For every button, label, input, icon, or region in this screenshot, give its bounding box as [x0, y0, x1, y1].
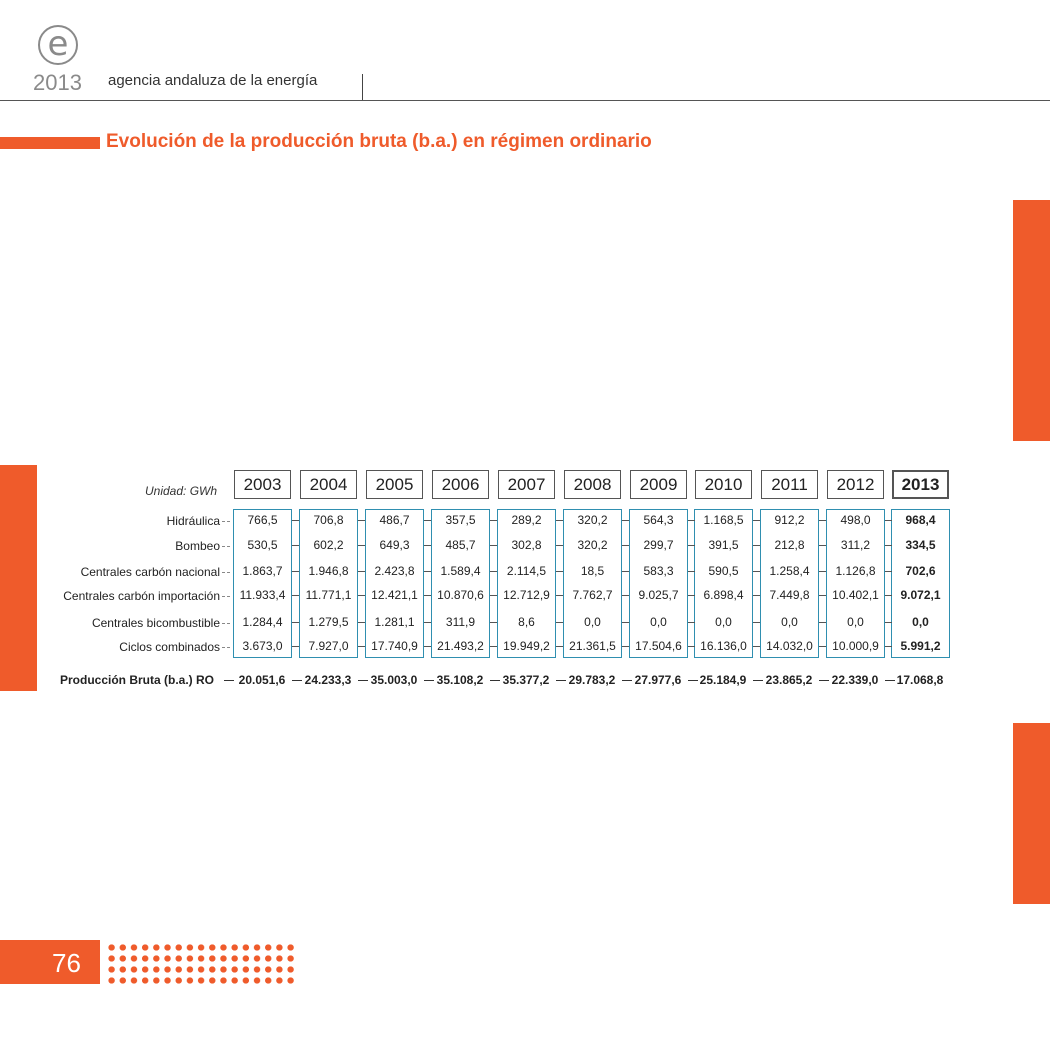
table-cell: 2.114,5 [506, 564, 547, 578]
table-cell: 299,7 [643, 538, 674, 552]
cell-connector [622, 520, 629, 521]
table-cell: 10.870,6 [437, 588, 484, 602]
table-cell: 334,5 [905, 538, 936, 552]
cell-connector [490, 622, 497, 623]
table-cell: 1.126,8 [835, 564, 876, 578]
column-box-2007 [497, 509, 556, 658]
table-cell: 12.712,9 [503, 588, 550, 602]
total-value: 27.977,6 [634, 673, 682, 687]
table-cell: 0,0 [847, 615, 864, 629]
table-cell: 6.898,4 [703, 588, 744, 602]
table-cell: 1.284,4 [242, 615, 283, 629]
cell-connector [556, 595, 563, 596]
total-value: 35.377,2 [502, 673, 550, 687]
column-box-2003 [233, 509, 292, 658]
cell-connector [753, 520, 760, 521]
table-cell: 311,9 [445, 615, 476, 629]
table-cell: 649,3 [379, 538, 410, 552]
table-cell: 1.279,5 [308, 615, 349, 629]
cell-connector [622, 622, 629, 623]
total-value: 35.108,2 [436, 673, 484, 687]
table-cell: 1.168,5 [703, 513, 744, 527]
logo-year: 2013 [33, 70, 82, 95]
cell-connector [424, 520, 431, 521]
cell-connector [556, 646, 563, 647]
table-cell: 702,6 [905, 564, 936, 578]
total-value: 20.051,6 [238, 673, 286, 687]
side-tab-top [1013, 200, 1050, 441]
table-cell: 14.032,0 [766, 639, 813, 653]
column-box-2004 [299, 509, 358, 658]
table-cell: 357,5 [445, 513, 476, 527]
year-header-2007: 2007 [498, 470, 555, 499]
table-cell: 320,2 [577, 513, 608, 527]
cell-connector [622, 545, 629, 546]
cell-connector [819, 646, 826, 647]
cell-connector [424, 622, 431, 623]
row-label: Centrales carbón nacional [80, 565, 220, 579]
table-cell: 17.504,6 [635, 639, 682, 653]
logo-e-icon: e [38, 25, 78, 65]
table-cell: 0,0 [650, 615, 667, 629]
table-cell: 1.281,1 [374, 615, 415, 629]
header-divider [362, 74, 363, 100]
cell-connector [490, 595, 497, 596]
cell-connector [292, 520, 299, 521]
table-cell: 21.493,2 [437, 639, 484, 653]
row-leader [222, 623, 230, 624]
table-cell: 0,0 [781, 615, 798, 629]
table-cell: 0,0 [584, 615, 601, 629]
year-header-2010: 2010 [695, 470, 752, 499]
table-cell: 590,5 [708, 564, 739, 578]
column-box-2011 [760, 509, 819, 658]
table-cell: 8,6 [518, 615, 535, 629]
table-cell: 10.402,1 [832, 588, 879, 602]
row-leader [222, 546, 230, 547]
year-header-2013: 2013 [892, 470, 949, 499]
column-box-2009 [629, 509, 688, 658]
cell-connector [424, 571, 431, 572]
row-leader [222, 521, 230, 522]
cell-connector [358, 646, 365, 647]
cell-connector [292, 571, 299, 572]
table-cell: 1.863,7 [242, 564, 283, 578]
table-cell: 18,5 [580, 564, 605, 578]
table-cell: 1.946,8 [308, 564, 349, 578]
side-tab-left [0, 465, 37, 691]
table-cell: 21.361,5 [569, 639, 616, 653]
cell-connector [819, 571, 826, 572]
row-leader [222, 596, 230, 597]
table-cell: 602,2 [313, 538, 344, 552]
cell-connector [490, 545, 497, 546]
cell-connector [292, 622, 299, 623]
table-cell: 9.025,7 [638, 588, 679, 602]
table-cell: 2.423,8 [374, 564, 415, 578]
table-cell: 498,0 [840, 513, 871, 527]
header-rule [0, 100, 1050, 101]
cell-connector [358, 571, 365, 572]
table-cell: 7.762,7 [572, 588, 613, 602]
table-cell: 485,7 [445, 538, 476, 552]
row-label: Centrales carbón importación [63, 589, 220, 603]
row-label: Ciclos combinados [119, 640, 220, 654]
total-value: 22.339,0 [831, 673, 879, 687]
table-cell: 564,3 [643, 513, 674, 527]
year-header-2012: 2012 [827, 470, 884, 499]
total-value: 17.068,8 [896, 673, 944, 687]
table-cell: 289,2 [511, 513, 542, 527]
table-cell: 968,4 [905, 513, 936, 527]
table-cell: 11.933,4 [239, 588, 286, 602]
cell-connector [753, 545, 760, 546]
cell-connector [819, 545, 826, 546]
year-header-2009: 2009 [630, 470, 687, 499]
column-box-2012 [826, 509, 885, 658]
cell-connector [819, 622, 826, 623]
column-box-2006 [431, 509, 490, 658]
table-cell: 9.072,1 [900, 588, 941, 602]
unit-label: Unidad: GWh [145, 484, 218, 498]
cell-connector [424, 545, 431, 546]
row-leader [222, 572, 230, 573]
table-cell: 486,7 [379, 513, 410, 527]
cell-connector [622, 646, 629, 647]
table-cell: 7.927,0 [308, 639, 349, 653]
column-box-2013 [891, 509, 950, 658]
table-cell: 320,2 [577, 538, 608, 552]
cell-connector [424, 595, 431, 596]
total-value: 35.003,0 [370, 673, 418, 687]
table-cell: 912,2 [774, 513, 805, 527]
column-box-2010 [694, 509, 753, 658]
row-label: Bombeo [175, 539, 220, 553]
agency-name: agencia andaluza de la energía [108, 72, 318, 89]
year-header-2008: 2008 [564, 470, 621, 499]
cell-connector [819, 595, 826, 596]
table-cell: 0,0 [715, 615, 732, 629]
cell-connector [622, 571, 629, 572]
table-cell: 10.000,9 [832, 639, 879, 653]
cell-connector [358, 520, 365, 521]
dot-pattern-decoration [106, 942, 296, 986]
row-label: Centrales bicombustible [91, 616, 220, 630]
cell-connector [556, 571, 563, 572]
row-leader [222, 647, 230, 648]
total-value: 23.865,2 [765, 673, 813, 687]
table-cell: 1.258,4 [769, 564, 810, 578]
table-cell: 7.449,8 [769, 588, 810, 602]
year-header-2004: 2004 [300, 470, 357, 499]
cell-connector [622, 595, 629, 596]
cell-connector [819, 520, 826, 521]
page-title: Evolución de la producción bruta (b.a.) en régimen ordinario [106, 131, 652, 152]
table-cell: 1.589,4 [440, 564, 481, 578]
total-label: Producción Bruta (b.a.) RO [60, 673, 215, 687]
total-value: 25.184,9 [699, 673, 747, 687]
page-number: 76 [52, 948, 81, 978]
table-cell: 583,3 [643, 564, 674, 578]
table-cell: 16.136,0 [700, 639, 747, 653]
table-cell: 3.673,0 [242, 639, 283, 653]
cell-connector [358, 622, 365, 623]
table-cell: 17.740,9 [371, 639, 418, 653]
cell-connector [556, 520, 563, 521]
cell-connector [490, 646, 497, 647]
cell-connector [358, 595, 365, 596]
cell-connector [753, 571, 760, 572]
total-value: 24.233,3 [304, 673, 352, 687]
title-accent-bar [0, 137, 100, 149]
table-cell: 302,8 [511, 538, 542, 552]
table-cell: 212,8 [774, 538, 805, 552]
cell-connector [753, 622, 760, 623]
cell-connector [556, 545, 563, 546]
cell-connector [490, 520, 497, 521]
year-header-2011: 2011 [761, 470, 818, 499]
cell-connector [424, 646, 431, 647]
year-header-2003: 2003 [234, 470, 291, 499]
row-label: Hidráulica [166, 514, 220, 528]
column-box-2008 [563, 509, 622, 658]
table-cell: 766,5 [247, 513, 278, 527]
cell-connector [358, 545, 365, 546]
table-cell: 706,8 [313, 513, 344, 527]
table-cell: 11.771,1 [305, 588, 352, 602]
total-value: 29.783,2 [568, 673, 616, 687]
table-cell: 530,5 [247, 538, 278, 552]
cell-connector [292, 545, 299, 546]
cell-connector [292, 646, 299, 647]
side-tab-bottom [1013, 723, 1050, 904]
table-cell: 0,0 [912, 615, 929, 629]
table-cell: 5.991,2 [900, 639, 941, 653]
year-header-2006: 2006 [432, 470, 489, 499]
cell-connector [490, 571, 497, 572]
table-cell: 19.949,2 [503, 639, 550, 653]
cell-connector [556, 622, 563, 623]
cell-connector [753, 595, 760, 596]
page-number-box [0, 940, 100, 984]
cell-connector [753, 646, 760, 647]
cell-connector [292, 595, 299, 596]
column-box-2005 [365, 509, 424, 658]
table-cell: 391,5 [708, 538, 739, 552]
table-cell: 311,2 [840, 538, 871, 552]
year-header-2005: 2005 [366, 470, 423, 499]
table-cell: 12.421,1 [371, 588, 418, 602]
